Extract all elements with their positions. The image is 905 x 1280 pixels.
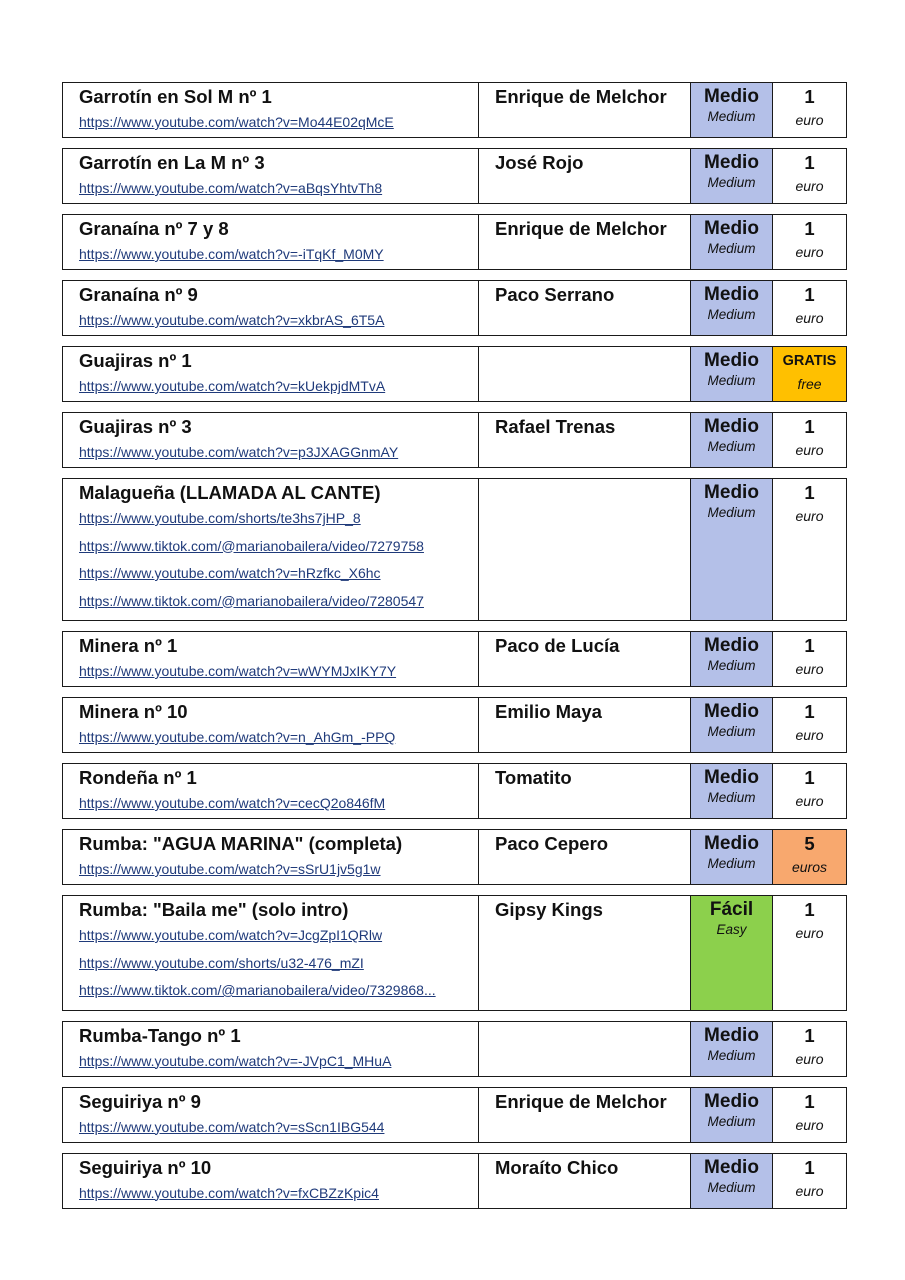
video-link[interactable]: https://www.youtube.com/watch?v=xkbrAS_6T5A [79, 312, 385, 328]
level-cell [691, 1022, 773, 1076]
song-list [62, 82, 847, 1219]
video-link[interactable]: https://www.youtube.com/watch?v=hRzfkc_X6hc [79, 565, 381, 581]
song-title-cell [63, 347, 479, 401]
level-label: Medio [704, 833, 759, 854]
price-note: euros [791, 859, 828, 875]
price-value: 1 [804, 482, 815, 503]
artist-name: Paco Serrano [479, 281, 691, 335]
song-title-cell [63, 215, 479, 269]
price-value: 1 [804, 635, 815, 656]
level-cell [691, 149, 773, 203]
price-value: GRATIS [782, 353, 837, 369]
song-title-cell [63, 830, 479, 884]
song-title-cell [63, 764, 479, 818]
song-title: Garrotín en La M nº 3 [79, 152, 265, 173]
video-link[interactable]: https://www.tiktok.com/@marianobailera/video/7280547 [79, 592, 424, 609]
video-link[interactable]: https://www.youtube.com/watch?v=sScn1IBG544 [79, 1118, 385, 1135]
video-link[interactable]: https://www.youtube.com/watch?v=kUekpjdMTvA [79, 378, 386, 394]
price-note: euro [795, 925, 824, 941]
video-link[interactable]: https://www.youtube.com/shorts/u32-476_mZI [79, 954, 364, 971]
video-links [79, 922, 478, 1005]
price-note: euro [795, 310, 824, 326]
video-links [79, 307, 478, 335]
artist-name: Paco Cepero [479, 830, 691, 884]
price-cell [773, 830, 846, 884]
song-row [62, 148, 847, 204]
song-title: Granaína nº 7 y 8 [79, 218, 229, 239]
song-title: Malagueña (LLAMADA AL CANTE) [79, 482, 381, 503]
song-title: Granaína nº 9 [79, 284, 198, 305]
level-cell [691, 1088, 773, 1142]
video-link[interactable]: https://www.youtube.com/watch?v=Mo44E02qMcE [79, 114, 394, 130]
level-cell [691, 1154, 773, 1208]
level-label-en: Medium [707, 373, 756, 388]
price-value: 1 [804, 416, 815, 437]
song-row [62, 82, 847, 138]
song-title-cell [63, 149, 479, 203]
song-title: Rumba: "AGUA MARINA" (completa) [79, 833, 403, 854]
song-row [62, 346, 847, 402]
level-label-en: Medium [707, 505, 756, 520]
video-links [79, 1114, 478, 1142]
level-label: Medio [704, 218, 759, 239]
price-note: euro [795, 1182, 824, 1199]
video-links [79, 439, 478, 467]
song-title: Seguiriya nº 10 [79, 1156, 212, 1178]
level-cell [691, 479, 773, 620]
video-links [79, 1048, 478, 1076]
video-links [79, 109, 478, 137]
video-link[interactable]: https://www.tiktok.com/@marianobailera/video/7329868... [79, 982, 436, 998]
price-cell [773, 149, 846, 203]
level-label: Medio [704, 1156, 759, 1178]
price-note: euro [795, 1116, 824, 1133]
level-label-en: Medium [707, 790, 756, 805]
song-row [62, 1153, 847, 1209]
price-note: euro [795, 661, 824, 677]
level-label-en: Medium [707, 307, 756, 322]
song-title: Guajiras nº 1 [79, 350, 192, 371]
level-label: Medio [704, 350, 759, 371]
level-label: Medio [704, 482, 759, 503]
song-title-cell [63, 896, 479, 1010]
video-links [79, 658, 478, 686]
price-note: euro [795, 112, 824, 128]
price-value: 1 [804, 1090, 815, 1112]
video-link[interactable]: https://www.youtube.com/watch?v=sSrU1jv5g1w [79, 861, 381, 877]
level-label: Medio [704, 701, 759, 722]
price-note: euro [795, 442, 824, 458]
artist-name: Emilio Maya [479, 698, 691, 752]
level-label: Medio [704, 284, 759, 305]
song-title-cell [63, 1088, 479, 1142]
video-link[interactable]: https://www.youtube.com/watch?v=cecQ2o846fM [79, 795, 386, 811]
level-label: Medio [704, 1024, 759, 1046]
level-label-en: Medium [707, 1047, 756, 1063]
price-cell [773, 764, 846, 818]
price-note: free [797, 376, 822, 392]
artist-name: Gipsy Kings [479, 896, 691, 1010]
video-links [79, 175, 478, 203]
artist-name [479, 347, 691, 401]
price-cell [773, 83, 846, 137]
video-link[interactable]: https://www.youtube.com/watch?v=fxCBZzKpic4 [79, 1184, 379, 1201]
price-value: 1 [804, 767, 815, 788]
level-label: Medio [704, 152, 759, 173]
song-row [62, 214, 847, 270]
price-note: euro [795, 1050, 824, 1067]
song-row [62, 1021, 847, 1077]
price-value: 1 [804, 1156, 815, 1178]
price-cell [773, 698, 846, 752]
video-link[interactable]: https://www.youtube.com/watch?v=n_AhGm_-PPQ [79, 729, 396, 745]
artist-name [479, 1022, 691, 1076]
level-label-en: Medium [707, 439, 756, 454]
level-cell [691, 764, 773, 818]
price-cell [773, 347, 846, 401]
song-title: Rondeña nº 1 [79, 767, 197, 788]
price-cell [773, 632, 846, 686]
song-row [62, 763, 847, 819]
artist-name: José Rojo [479, 149, 691, 203]
video-link[interactable]: https://www.youtube.com/watch?v=aBqsYhtvTh8 [79, 180, 383, 196]
price-cell [773, 215, 846, 269]
song-title: Guajiras nº 3 [79, 416, 192, 437]
price-note: euro [795, 178, 824, 194]
level-cell [691, 83, 773, 137]
level-label-en: Medium [707, 241, 756, 256]
artist-name [479, 479, 691, 620]
song-title: Rumba-Tango nº 1 [79, 1024, 241, 1046]
video-link[interactable]: https://www.youtube.com/watch?v=-JVpC1_MHuA [79, 1052, 392, 1069]
video-link[interactable]: https://www.youtube.com/shorts/te3hs7jHP_8 [79, 510, 361, 526]
price-value: 1 [804, 218, 815, 239]
level-cell [691, 215, 773, 269]
level-label: Medio [704, 1090, 759, 1112]
price-cell [773, 1088, 846, 1142]
song-title: Minera nº 10 [79, 701, 188, 722]
artist-name: Rafael Trenas [479, 413, 691, 467]
price-value: 1 [804, 1024, 815, 1046]
price-cell [773, 413, 846, 467]
song-row [62, 478, 847, 621]
artist-name: Enrique de Melchor [479, 1088, 691, 1142]
price-value: 1 [804, 86, 815, 107]
video-link[interactable]: https://www.tiktok.com/@marianobailera/video/7279758 [79, 537, 424, 554]
video-links [79, 724, 478, 752]
video-links [79, 505, 478, 615]
song-title-cell [63, 1022, 479, 1076]
song-title-cell [63, 1154, 479, 1208]
price-value: 1 [804, 701, 815, 722]
level-label-en: Medium [707, 175, 756, 190]
song-title: Minera nº 1 [79, 635, 178, 656]
video-links [79, 241, 478, 269]
level-cell [691, 698, 773, 752]
song-title: Garrotín en Sol M nº 1 [79, 86, 272, 107]
level-cell [691, 830, 773, 884]
song-row [62, 829, 847, 885]
video-link[interactable]: https://www.youtube.com/watch?v=wWYMJxIKY7Y [79, 663, 397, 679]
artist-name: Paco de Lucía [479, 632, 691, 686]
level-cell [691, 281, 773, 335]
price-value: 1 [804, 899, 815, 920]
price-note: euro [795, 793, 824, 809]
price-note: euro [795, 244, 824, 260]
artist-name: Enrique de Melchor [479, 215, 691, 269]
level-label-en: Medium [707, 724, 756, 739]
artist-name: Enrique de Melchor [479, 83, 691, 137]
song-title-cell [63, 632, 479, 686]
level-label-en: Medium [707, 1113, 756, 1129]
level-label: Fácil [709, 899, 754, 920]
song-title: Seguiriya nº 9 [79, 1090, 201, 1112]
price-note: euro [795, 727, 824, 743]
song-title-cell [63, 698, 479, 752]
song-title-cell [63, 413, 479, 467]
level-label-en: Medium [707, 658, 756, 673]
price-cell [773, 1022, 846, 1076]
artist-name: Moraíto Chico [479, 1154, 691, 1208]
level-label-en: Medium [707, 856, 756, 871]
artist-name: Tomatito [479, 764, 691, 818]
level-label-en: Medium [707, 109, 756, 124]
price-value: 5 [804, 833, 815, 854]
song-title: Rumba: "Baila me" (solo intro) [79, 899, 349, 920]
price-cell [773, 896, 846, 1010]
video-links [79, 373, 478, 401]
video-link[interactable]: https://www.youtube.com/watch?v=JcgZpI1QRlw [79, 927, 383, 943]
level-cell [691, 413, 773, 467]
price-note: euro [795, 508, 824, 524]
video-links [79, 856, 478, 884]
video-links [79, 1180, 478, 1208]
song-row [62, 631, 847, 687]
video-link[interactable]: https://www.youtube.com/watch?v=-iTqKf_M0MY [79, 246, 384, 262]
level-label: Medio [704, 635, 759, 656]
level-label: Medio [704, 767, 759, 788]
level-label-en: Medium [707, 1179, 756, 1195]
video-link[interactable]: https://www.youtube.com/watch?v=p3JXAGGnmAY [79, 444, 399, 460]
price-value: 1 [804, 152, 815, 173]
price-cell [773, 281, 846, 335]
level-cell [691, 347, 773, 401]
song-title-cell [63, 83, 479, 137]
price-value: 1 [804, 284, 815, 305]
level-label: Medio [704, 416, 759, 437]
video-links [79, 790, 478, 818]
song-row [62, 895, 847, 1011]
song-row [62, 1087, 847, 1143]
level-label-en: Easy [716, 922, 747, 937]
level-cell [691, 896, 773, 1010]
price-cell [773, 479, 846, 620]
level-label: Medio [704, 86, 759, 107]
song-title-cell [63, 479, 479, 620]
level-cell [691, 632, 773, 686]
price-cell [773, 1154, 846, 1208]
song-title-cell [63, 281, 479, 335]
song-row [62, 280, 847, 336]
song-row [62, 697, 847, 753]
song-row [62, 412, 847, 468]
